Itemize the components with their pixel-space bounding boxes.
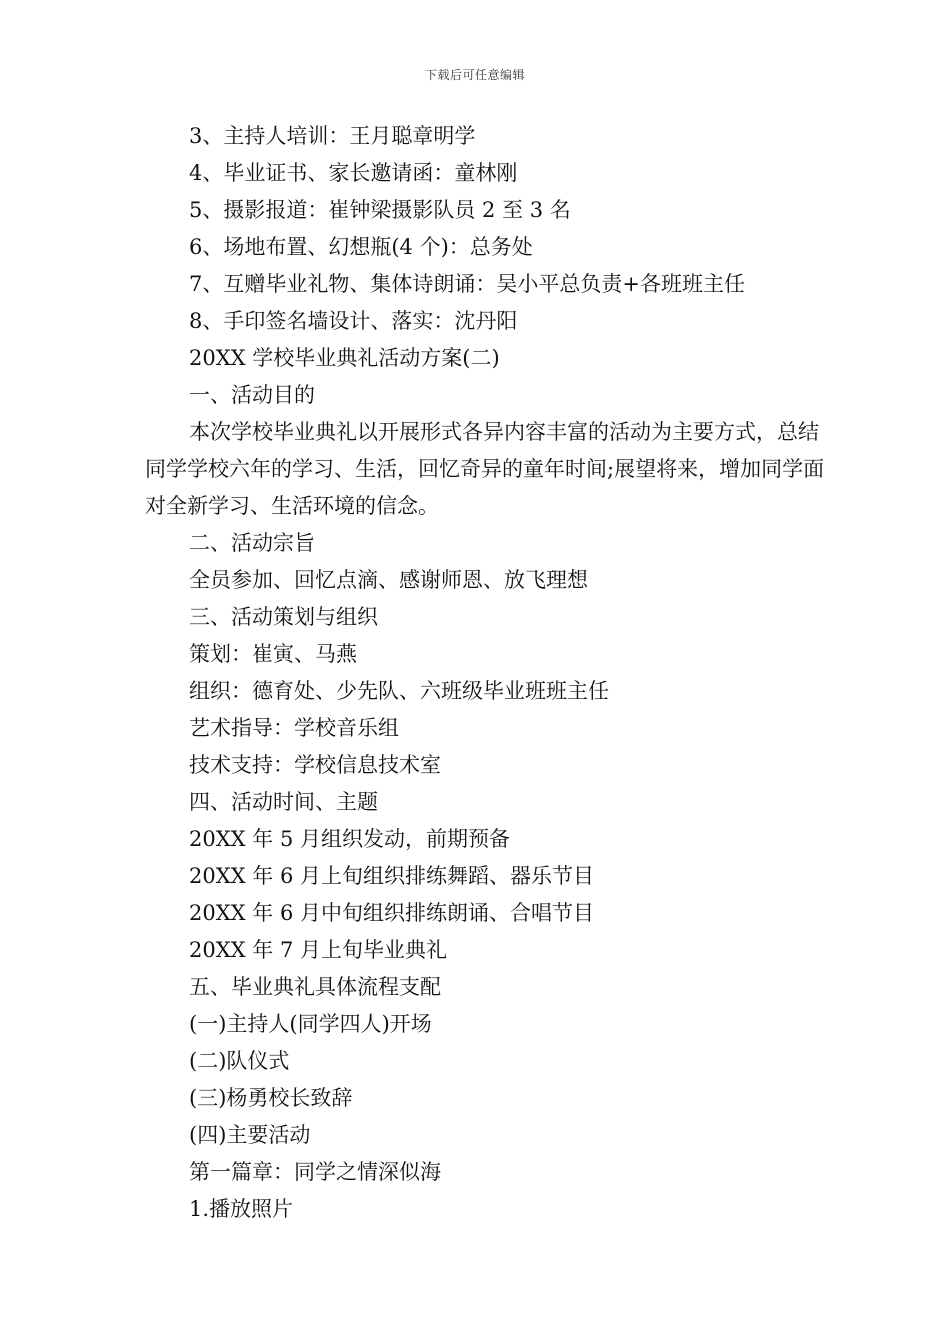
text-line: 组织：德育处、少先队、六班级毕业班班主任	[189, 679, 609, 703]
text-line: 6、场地布置、幻想瓶(4 个)：总务处	[189, 235, 533, 259]
text-line: 1.播放照片	[189, 1197, 294, 1221]
page-header: 下载后可任意编辑	[424, 68, 525, 82]
section-heading: 二、活动宗旨	[189, 531, 315, 555]
text-line: 全员参加、回忆点滴、感谢师恩、放飞理想	[189, 568, 588, 592]
text-line: 技术支持：学校信息技术室	[189, 753, 441, 777]
text-line: (二)队仪式	[189, 1049, 290, 1073]
section-heading: 一、活动目的	[189, 383, 315, 407]
text-line: 5、摄影报道：崔钟梁摄影队员 2 至 3 名	[189, 198, 571, 222]
text-line: 20XX 年 6 月中旬组织排练朗诵、合唱节目	[189, 901, 595, 925]
text-line: (三)杨勇校长致辞	[189, 1086, 353, 1110]
text-line: 20XX 年 5 月组织发动，前期预备	[189, 827, 511, 851]
section-heading: 三、活动策划与组织	[189, 605, 378, 629]
text-line: 4、毕业证书、家长邀请函：童林刚	[189, 161, 518, 185]
text-line: 艺术指导：学校音乐组	[189, 716, 399, 740]
text-line: 20XX 年 7 月上旬毕业典礼	[189, 938, 448, 962]
text-line: 3、主持人培训：王月聪章明学	[189, 124, 476, 148]
document-body	[145, 118, 835, 1228]
text-line: 20XX 年 6 月上旬组织排练舞蹈、器乐节目	[189, 864, 595, 888]
text-line: 策划：崔寅、马燕	[189, 642, 357, 666]
text-line: 第一篇章：同学之情深似海	[189, 1160, 441, 1184]
body-paragraph: 本次学校毕业典礼以开展形式各异内容丰富的活动为主要方式，总结同学学校六年的学习、生活，回忆奇异的童年时间;展望将来，增加同学面对全新学习、生活环境的信念。	[145, 420, 825, 518]
section-title: 20XX 学校毕业典礼活动方案(二)	[189, 346, 500, 370]
text-line: 7、互赠毕业礼物、集体诗朗诵：吴小平总负责+各班班主任	[189, 272, 745, 296]
text-line: (一)主持人(同学四人)开场	[189, 1012, 432, 1036]
section-heading: 五、毕业典礼具体流程支配	[189, 975, 441, 999]
text-line: 8、手印签名墙设计、落实：沈丹阳	[189, 309, 518, 333]
section-heading: 四、活动时间、主题	[189, 790, 378, 814]
text-line: (四)主要活动	[189, 1123, 311, 1147]
